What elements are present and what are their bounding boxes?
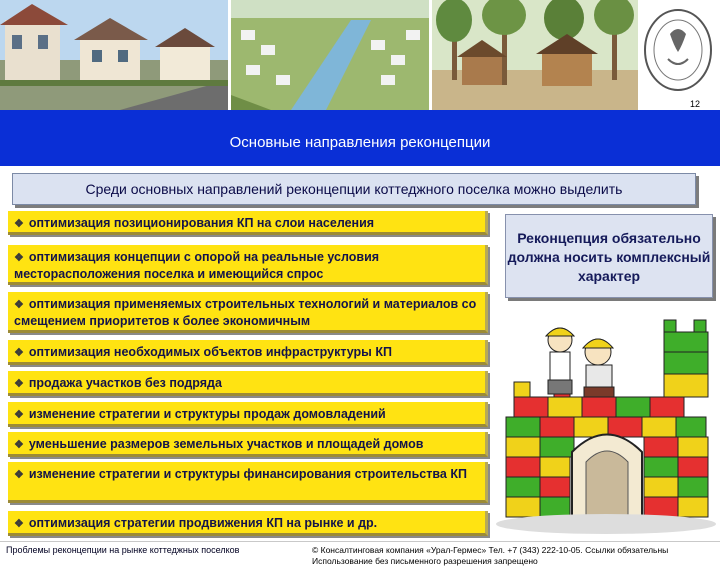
bullet-icon: ❖ bbox=[14, 409, 24, 421]
bullet-icon: ❖ bbox=[14, 347, 24, 359]
bullet-icon: ❖ bbox=[14, 469, 24, 481]
list-item bbox=[8, 511, 488, 536]
company-seal-logo bbox=[640, 4, 716, 94]
footer-copyright: © Консалтинговая компания «Урал-Гермес» Тел. +7 (343) 222-10-05. Ссылки обязательны Использование без письменного разрешения запрещено bbox=[312, 545, 669, 566]
village-aerial-photo bbox=[231, 0, 429, 110]
list-item-text: изменение стратегии и структуры продаж домовладений bbox=[28, 407, 386, 421]
footer-presentation-title: Проблемы реконцепции на рынке коттеджных поселков bbox=[6, 545, 240, 555]
bullet-icon: ❖ bbox=[14, 378, 24, 390]
bullet-icon: ❖ bbox=[14, 439, 24, 451]
list-item-text: оптимизация позиционирования КП на слои населения bbox=[28, 216, 375, 230]
list-item-text: продажа участков без подряда bbox=[28, 376, 222, 390]
list-item bbox=[8, 371, 488, 396]
callout-box: Реконцепция обязательно должна носить комплексный характер bbox=[505, 214, 713, 298]
list-item bbox=[8, 432, 488, 457]
list-item-text: оптимизация применяемых строительных технологий и материалов со смещением приоритетов к более экономичным bbox=[14, 297, 477, 328]
list-item bbox=[8, 340, 488, 365]
list-item bbox=[8, 462, 488, 503]
list-item-text: уменьшение размеров земельных участков и площадей домов bbox=[28, 437, 424, 451]
bullet-icon: ❖ bbox=[14, 299, 24, 311]
builders-lego-castle-illustration bbox=[494, 302, 718, 542]
list-item-text: изменение стратегии и структуры финансирования строительства КП bbox=[28, 467, 467, 481]
slide-title: Основные направления реконцепции bbox=[229, 134, 491, 151]
list-item bbox=[8, 211, 488, 235]
list-item bbox=[8, 402, 488, 427]
list-item bbox=[8, 292, 488, 333]
list-item-text: оптимизация стратегии продвижения КП на рынке и др. bbox=[28, 516, 378, 530]
footer-divider bbox=[0, 541, 720, 542]
bullet-icon: ❖ bbox=[14, 518, 24, 530]
bullet-icon: ❖ bbox=[14, 218, 24, 230]
header-photo-strip bbox=[0, 0, 720, 110]
title-band bbox=[0, 110, 720, 166]
list-item-text: оптимизация необходимых объектов инфраструктуры КП bbox=[28, 345, 392, 359]
cottage-street-photo bbox=[0, 0, 228, 110]
list-item bbox=[8, 245, 488, 285]
intro-box: Среди основных направлений реконцепции коттеджного поселка можно выделить bbox=[12, 173, 696, 205]
bullet-icon: ❖ bbox=[14, 252, 24, 264]
slide-number: 12 bbox=[690, 99, 701, 109]
list-item-text: оптимизация концепции с опорой на реальные условия месторасположения поселка и имеющийся спрос bbox=[14, 250, 380, 281]
forest-cottages-photo bbox=[432, 0, 638, 110]
